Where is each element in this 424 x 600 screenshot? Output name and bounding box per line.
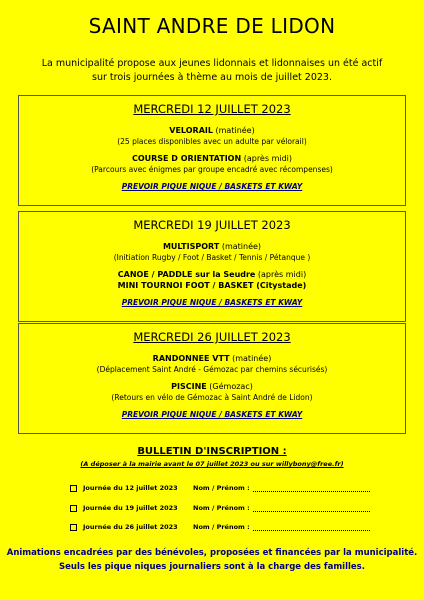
prevoir-note: PREVOIR PIQUE NIQUE / BASKETS ET KWAY bbox=[121, 182, 303, 191]
activity-when: (après midi) bbox=[257, 270, 307, 279]
page-title: SAINT ANDRE DE LIDON bbox=[88, 14, 336, 38]
name-field[interactable] bbox=[253, 504, 370, 512]
footer-note bbox=[0, 546, 424, 574]
footer-line-2: Seuls les pique niques journaliers sont à la charge des familles. bbox=[59, 562, 365, 572]
activity-name: CANOE / PADDLE sur la Seudre bbox=[117, 270, 256, 279]
prevoir-note: PREVOIR PIQUE NIQUE / BASKETS ET KWAY bbox=[121, 410, 303, 419]
activity bbox=[19, 153, 405, 175]
day-box-3 bbox=[18, 323, 406, 434]
activity-when: (matinée) bbox=[221, 242, 262, 251]
activity-detail: (Déplacement Saint André - Gémozac par chemins sécurisés) bbox=[96, 365, 328, 374]
activity-name: VELORAIL bbox=[169, 126, 213, 135]
day-checkbox[interactable] bbox=[70, 485, 77, 492]
activity bbox=[19, 269, 405, 291]
name-field[interactable] bbox=[253, 523, 370, 531]
activity-when: (après midi) bbox=[243, 154, 293, 163]
intro-line-2: sur trois journées à thème au mois de juillet 2023. bbox=[92, 72, 332, 83]
bulletin-title: BULLETIN D'INSCRIPTION : bbox=[137, 446, 287, 457]
activity-name: MULTISPORT bbox=[162, 242, 220, 251]
bulletin-note: (A déposer à la mairie avant le 07 juillet 2023 ou sur willybony@free.fr) bbox=[80, 460, 344, 468]
prevoir-note: PREVOIR PIQUE NIQUE / BASKETS ET KWAY bbox=[121, 298, 303, 307]
footer-line-1: Animations encadrées par des bénévoles, proposées et financées par la municipalité. bbox=[6, 548, 418, 558]
activity-when: (Gémozac) bbox=[209, 382, 253, 391]
day-date: MERCREDI 12 JUILLET 2023 bbox=[133, 102, 291, 116]
intro-text bbox=[20, 57, 404, 85]
activity bbox=[19, 381, 405, 403]
registration-row bbox=[70, 521, 370, 533]
activity bbox=[19, 241, 405, 263]
name-label: Nom / Prénom : bbox=[193, 484, 250, 492]
activity-name: COURSE D ORIENTATION bbox=[131, 154, 242, 163]
activity-when: (matinée) bbox=[232, 354, 272, 363]
name-label: Nom / Prénom : bbox=[193, 504, 250, 512]
registration-row bbox=[70, 482, 370, 494]
day-checkbox[interactable] bbox=[70, 505, 77, 512]
activity-detail: (Retours en vélo de Gémozac à Saint André de Lidon) bbox=[111, 393, 313, 402]
activity-detail: (Initiation Rugby / Foot / Basket / Tennis / Pétanque ) bbox=[113, 253, 311, 262]
registration-date: Journée du 26 juillet 2023 bbox=[83, 523, 178, 531]
activity-name: RANDONNEE VTT bbox=[152, 354, 230, 363]
activity-name-2: MINI TOURNOI FOOT / BASKET (Citystade) bbox=[117, 281, 307, 290]
activity-when: (matinée) bbox=[215, 126, 255, 135]
day-checkbox[interactable] bbox=[70, 524, 77, 531]
name-field[interactable] bbox=[253, 484, 370, 492]
day-box-2 bbox=[18, 211, 406, 322]
intro-line-1: La municipalité propose aux jeunes lidonnais et lidonnaises un été actif bbox=[41, 58, 383, 69]
day-date: MERCREDI 26 JUILLET 2023 bbox=[133, 330, 291, 344]
activity-name: PISCINE bbox=[171, 382, 207, 391]
registration-date: Journée du 19 juillet 2023 bbox=[83, 504, 178, 512]
activity bbox=[19, 125, 405, 147]
registration-row bbox=[70, 502, 370, 514]
day-date: MERCREDI 19 JUILLET 2023 bbox=[133, 218, 291, 232]
activity bbox=[19, 353, 405, 375]
day-box-1 bbox=[18, 95, 406, 206]
activity-detail: (25 places disponibles avec un adulte par vélorail) bbox=[117, 137, 307, 146]
registration-date: Journée du 12 juillet 2023 bbox=[83, 484, 178, 492]
activity-detail: (Parcours avec énigmes par groupe encadré avec récompenses) bbox=[91, 165, 333, 174]
name-label: Nom / Prénom : bbox=[193, 523, 250, 531]
